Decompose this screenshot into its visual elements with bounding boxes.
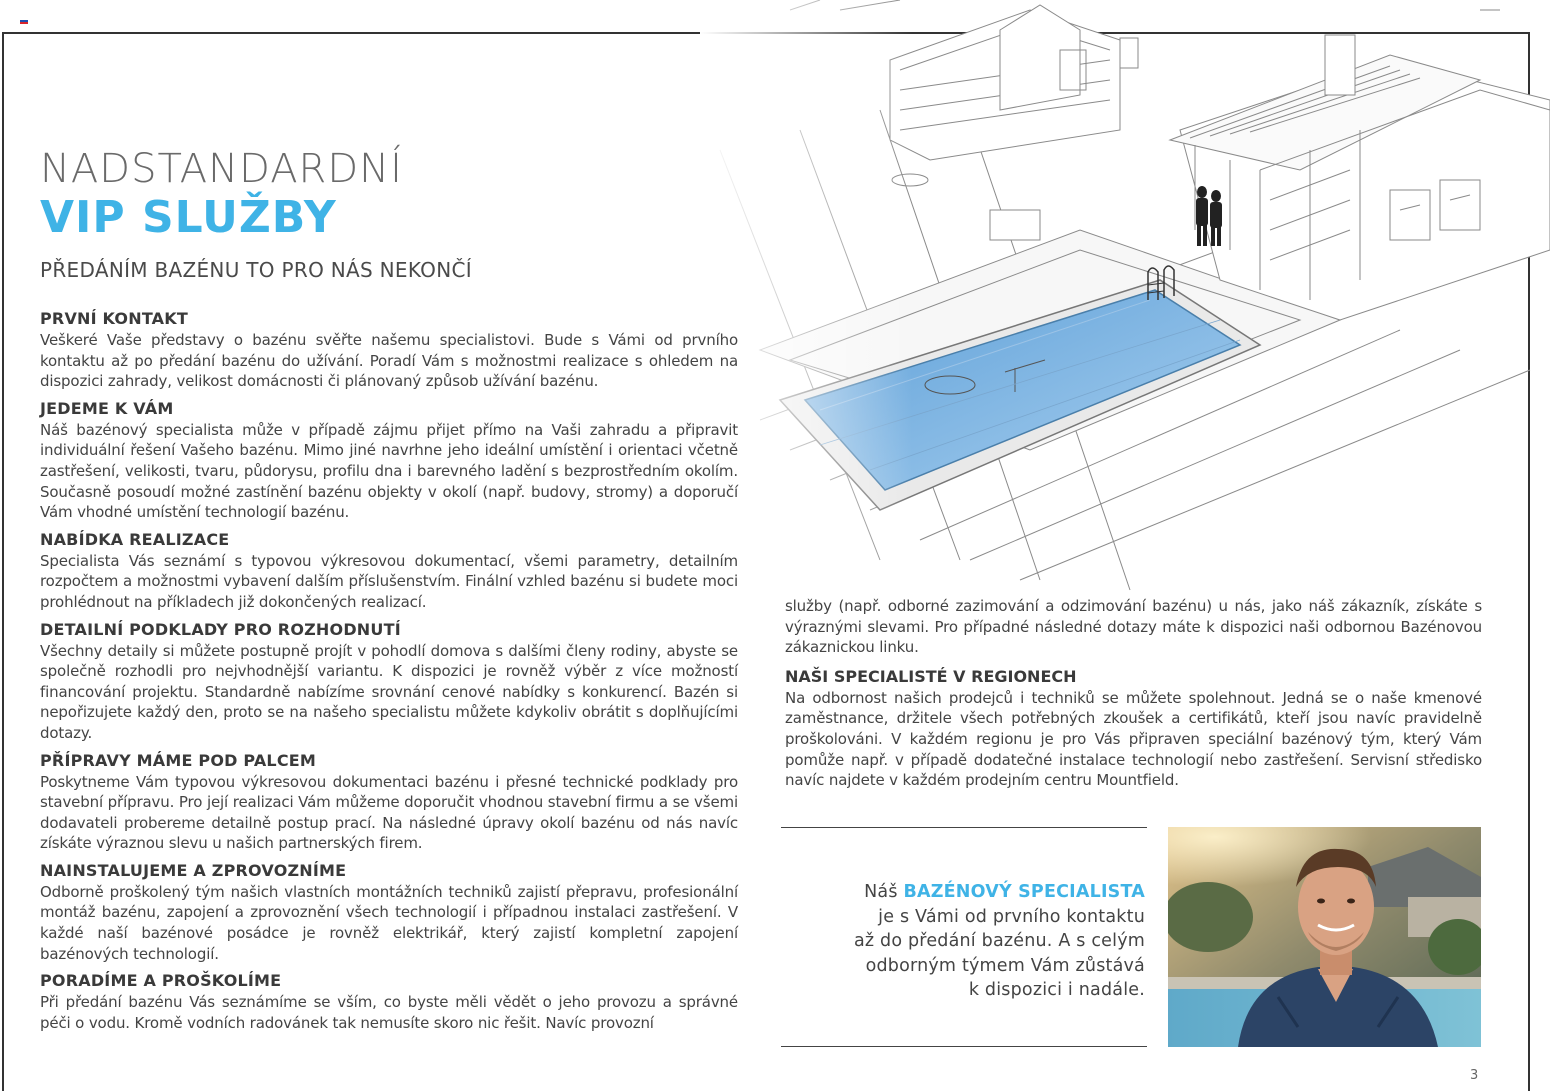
section-decision-documents xyxy=(40,619,738,744)
section-heading: JEDEME K VÁM xyxy=(40,398,174,418)
section-first-contact xyxy=(40,308,738,392)
section-body: Poskytneme Vám typovou výkresovou dokumentaci bazénu i přesné technické podklady pro stavební přípravu. Pro její realizaci Vám můžeme doporučit vhodnou stavební firmu a se všemi dodavateli probereme detailně postup prací. Na následné úpravy okolí bazénu od nás navíc získáte výraznou slevu u našich partnerských firem. xyxy=(40,772,738,853)
section-heading: NAINSTALUJEME A ZPROVOZNÍME xyxy=(40,860,347,880)
section-offer xyxy=(40,529,738,613)
section-heading: DETAILNÍ PODKLADY PRO ROZHODNUTÍ xyxy=(40,619,401,639)
section-training xyxy=(40,970,738,1033)
quote-prefix: Náš xyxy=(864,882,904,902)
right-column xyxy=(785,596,1482,791)
pool-house-sketch xyxy=(700,0,1550,600)
section-heading: NABÍDKA REALIZACE xyxy=(40,529,230,549)
quote-line: je s Vámi od prvního kontaktu xyxy=(878,906,1145,927)
continuation-text: služby (např. odborné zazimování a odzimování bazénu) u nás, jako náš zákazník, získáte s výraznými slevami. Pro případné následné dotazy máte k dispozici naši odbornou Bazénovou zákaznickou linku. xyxy=(785,597,1482,657)
section-preparation xyxy=(40,750,738,854)
section-body: Specialista Vás seznámí s typovou výkresovou dokumentací, všemi parametry, detailním rozpočtem a možnostmi vybavení dalším příslušenstvím. Finální vzhled bazénu si budete moci prohlédnout na příkladech již dokončených realizací. xyxy=(40,551,738,611)
quote-highlight: BAZÉNOVÝ SPECIALISTA xyxy=(903,882,1145,902)
section-heading: PŘÍPRAVY MÁME POD PALCEM xyxy=(40,750,317,770)
page-subtitle: PŘEDÁNÍM BAZÉNU TO PRO NÁS NEKONČÍ xyxy=(40,258,472,282)
section-body: Všechny detaily si můžete postupně projít v pohodlí domova s dalšími členy rodiny, abyste se společně rozhodli pro nejvhodnější variantu. K dispozici je rovněž výběr z více možností financování projektu. Standardně nabízíme srovnání cenové nabídky s konkurencí. Bazén si nepořizujete každý den, proto se na našeho specialistu můžete kdykoliv obrátit s doplňujícími dotazy. xyxy=(40,641,738,742)
section-body: Odborně proškolený tým našich vlastních montážních techniků zajistí přepravu, profesionální montáž bazénu, zapojení a zprovoznění všech technologií i případnou instalaci zastřešení. V každé naší bazénové posádce je rovněž elektrikář, který zajistí kompletní zapojení bazénových technologií. xyxy=(40,882,738,963)
quote-line: odborným týmem Vám zůstává xyxy=(865,955,1145,976)
section-heading: NAŠI SPECIALISTÉ V REGIONECH xyxy=(785,666,1077,686)
quote-line: až do předání bazénu. A s celým xyxy=(853,931,1145,951)
divider-top xyxy=(781,827,1147,828)
section-body: Při předání bazénu Vás seznámíme se vším, co byste měli vědět o jeho provozu a správné péči o vodu. Kromě vodních radovánek tak nemusíte skoro nic řešit. Navíc provozní xyxy=(40,993,738,1032)
divider-bottom xyxy=(781,1046,1147,1047)
section-body: Na odbornost našich prodejců i techniků se můžete spolehnout. Jedná se o naše kmenové zaměstnance, držitele všech potřebných zkoušek a certifikátů, kteří jsou navíc pravidelně proškolováni. V každém regionu je pro Vás připraven speciální bazénový tým, který Vám pomůže např. v případě dodatečné instalace technologií nebo zastřešení. Servisní středisko navíc najdete v každém prodejním centru Mountfield. xyxy=(785,688,1482,790)
section-body: Veškeré Vaše představy o bazénu svěřte našemu specialistovi. Bude s Vámi od prvního kontaktu až po předání bazénu do užívání. Poradí Vám s možnostmi realizace s ohledem na dispozici zahrady, velikost domácnosti či plánovaný způsob užívání bazénu. xyxy=(40,331,738,391)
section-body: Náš bazénový specialista může v případě zájmu přijet přímo na Vaši zahradu a připravit individuální řešení Vašeho bazénu. Mimo jiné navrhne jeho ideální umístění i orientaci včetně zastřešení, velikosti, tvaru, půdorysu, profilu dna i barevného ladění s bezprostředním okolím. Současně posoudí možné zastínění bazénu objekty v okolí (např. budovy, stromy) a doporučí Vám vhodné umístění technologií bazénu. xyxy=(40,420,738,522)
quote-line: k dispozici i nadále. xyxy=(968,980,1145,1000)
section-we-come-to-you xyxy=(40,398,738,523)
section-heading: PORADÍME A PROŠKOLÍME xyxy=(40,971,282,991)
section-heading: PRVNÍ KONTAKT xyxy=(40,309,188,328)
flag-icon xyxy=(20,18,28,26)
page-kicker: NADSTANDARDNÍ xyxy=(40,146,403,192)
specialist-quote xyxy=(790,880,1145,1003)
specialist-photo xyxy=(1168,827,1481,1047)
page-title: VIP SLUŽBY xyxy=(40,192,337,243)
left-column xyxy=(40,304,738,1039)
page-number: 3 xyxy=(1470,1068,1479,1083)
section-installation xyxy=(40,860,738,964)
